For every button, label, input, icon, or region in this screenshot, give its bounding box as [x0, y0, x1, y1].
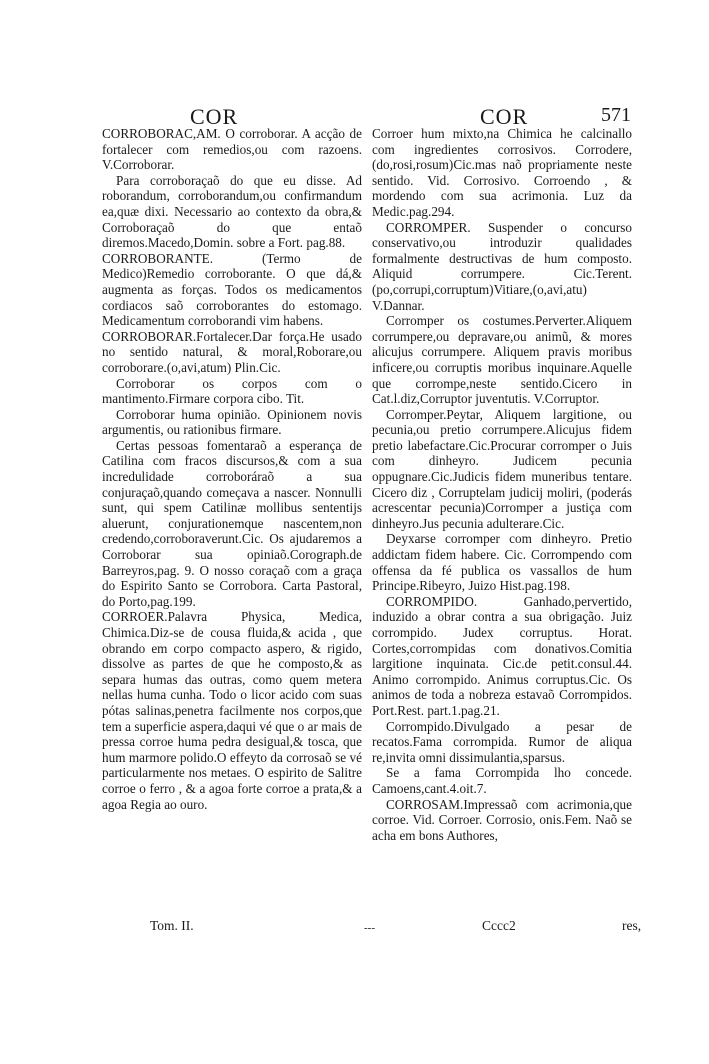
left-column — [102, 126, 362, 812]
right-column — [372, 126, 632, 843]
entry-paragraph: Para corroboraçaõ do que eu disse. Ad roborandum, corroborandum,ou confirmandum ea,quæ dixi. Necessario ao contexto da obra,& Corroboraçaõ do que entaõ diremos.Macedo,Domin. sobre a Fort. pag.88. — [102, 172, 362, 251]
entry-paragraph: Corromper.Peytar, Aliquem largitione, ou pecunia,ou pretio corrumpere.Alicujus fidem pretio labefactare.Cic.Procurar corromper o Juis com dinheyro. Judicem pecunia oppugnare.Cic.Judicis fidem muneribus tentare. Cicero diz , Corruptelam judicij moliri, (poderás acrescentar pecunia)Corromper a justiça com dinheyro.Jus pecunia adulterare.Cic. — [372, 406, 632, 531]
footer-dashes: --- — [364, 922, 375, 934]
entry-paragraph: Corroborar huma opinião. Opinionem novis argumentis, ou rationibus firmare. — [102, 406, 362, 438]
entry-paragraph: CORROMPIDO. Ganhado,pervertido, induzido a obrar contra a sua obrigação. Juiz corrompido. Judex corruptus. Horat. Cortes,corrompidas com donativos.Comitia largitione inquinata. Cic.de petit.consul.44. Animo corrompido. Animus corruptus.Cic. Os animos de toda a nobreza estavaõ Corrompidos. Port.Rest. part.1.pag.21. — [372, 593, 632, 718]
entry-paragraph: Corromper os costumes.Perverter.Aliquem corrumpere,ou depravare,ou animũ, & mores alicujus corrumpere. Aliquem pravis moribus inficere,ou corruptis moribus inquinare.Aquelle que corrompe,neste sentido.Cicero in Cat.l.diz,Corruptor juventutis. V.Corruptor. — [372, 313, 632, 407]
entry-paragraph: CORROBORAC,AM. O corroborar. A acção de fortalecer com remedios,ou com razoens. V.Corroborar. — [102, 126, 362, 173]
entry-paragraph: CORROMPER. Suspender o concurso conservativo,ou introduzir qualidades formalmente destructivas de hum composto. Aliquid corrumpere. Cic.Terent. (po,corrupi,corruptum)Vitiare,(o,avi,atu) V.Dannar. — [372, 219, 632, 313]
entry-paragraph: Deyxarse corromper com dinheyro. Pretio addictam fidem habere. Cic. Corrompendo com offensa da fé publica os vassallos de hum Principe.Ribeyro, Juizo Hist.pag.198. — [372, 531, 632, 594]
entry-paragraph: CORROBORAR.Fortalecer.Dar força.He usado no sentido natural, & moral,Roborare,ou corroborare.(o,avi,atum) Plin.Cic. — [102, 328, 362, 375]
entry-paragraph: CORROSAM.Impressaõ com acrimonia,que corroe. Vid. Corroer. Corrosio, onis.Fem. Naõ se acha em bons Authores, — [372, 796, 632, 843]
volume-label: Tom. II. — [150, 918, 194, 933]
entry-paragraph: Se a fama Corrompida lho concede. Camoens,cant.4.oit.7. — [372, 765, 632, 796]
signature-mark: Cccc2 — [482, 918, 516, 933]
catchword: res, — [622, 918, 642, 933]
entry-paragraph: Certas pessoas fomentaraõ a esperança de Catilina com fracos discursos,& com a sua incredulidade corroboráraõ a sua conjuraçaõ,quando começava a nascer. Nonnulli sunt, qui spem Catilinæ mollibus sententijs aluerunt, conjurationemque nascentem,non credendo,corroboraverunt.Cic. Os ajudaremos a Corroborar sua opiniaõ.Corograph.de Barreyros,pag. 9. O nosso coraçaõ com a graça do Espirito Santo se Corrobora. Carta Pastoral, do Porto,pag.199. — [102, 437, 362, 609]
entry-paragraph: CORROBORANTE. (Termo de Medico)Remedio corroborante. O que dá,& augmenta as forças. Todos os medicamentos cordiacos saõ corroborantes do estomago. Medicamentum corroborandi vim habens. — [102, 250, 362, 329]
entry-paragraph: CORROER.Palavra Physica, Medica, Chimica.Diz-se de cousa fluida,& acida , que obrando em corpo compacto aspero, & rigido, dissolve as partes de que he composto,& as separa humas das outras, como quem metera nellas huma cunha. Todo o licor acido com suas pótas salinas,penetra facilmente nos corpos,que tem a superficie aspera,daqui vé que o ar mais de pressa corroe huma pedra desigual,& tosca, que hum marmore polido.O effeyto da corrosaõ se vé particularmente nos metaes. O espirito de Salitre corroe o ferro , & a agoa forte corroe a prata,& a agoa Regia ao ouro. — [102, 609, 362, 812]
page-number: 571 — [601, 104, 631, 126]
entry-paragraph: Corroborar os corpos com o mantimento.Firmare corpora cibo. Tit. — [102, 375, 362, 407]
entry-paragraph: Corrompido.Divulgado a pesar de recatos.Fama corrompida. Rumor de aliqua re,invita omni dissimulantia,sparsus. — [372, 718, 632, 765]
entry-paragraph: Corroer hum mixto,na Chimica he calcinallo com ingredientes corrosivos. Corrodere, (do,rosi,rosum)Cic.mas naõ propriamente neste sentido. Vid. Corrosivo. Corroendo , & mordendo com sua acrimonia. Luz da Medic.pag.294. — [372, 126, 632, 219]
running-head-left: COR — [190, 104, 239, 129]
running-head-right: COR — [480, 104, 529, 129]
